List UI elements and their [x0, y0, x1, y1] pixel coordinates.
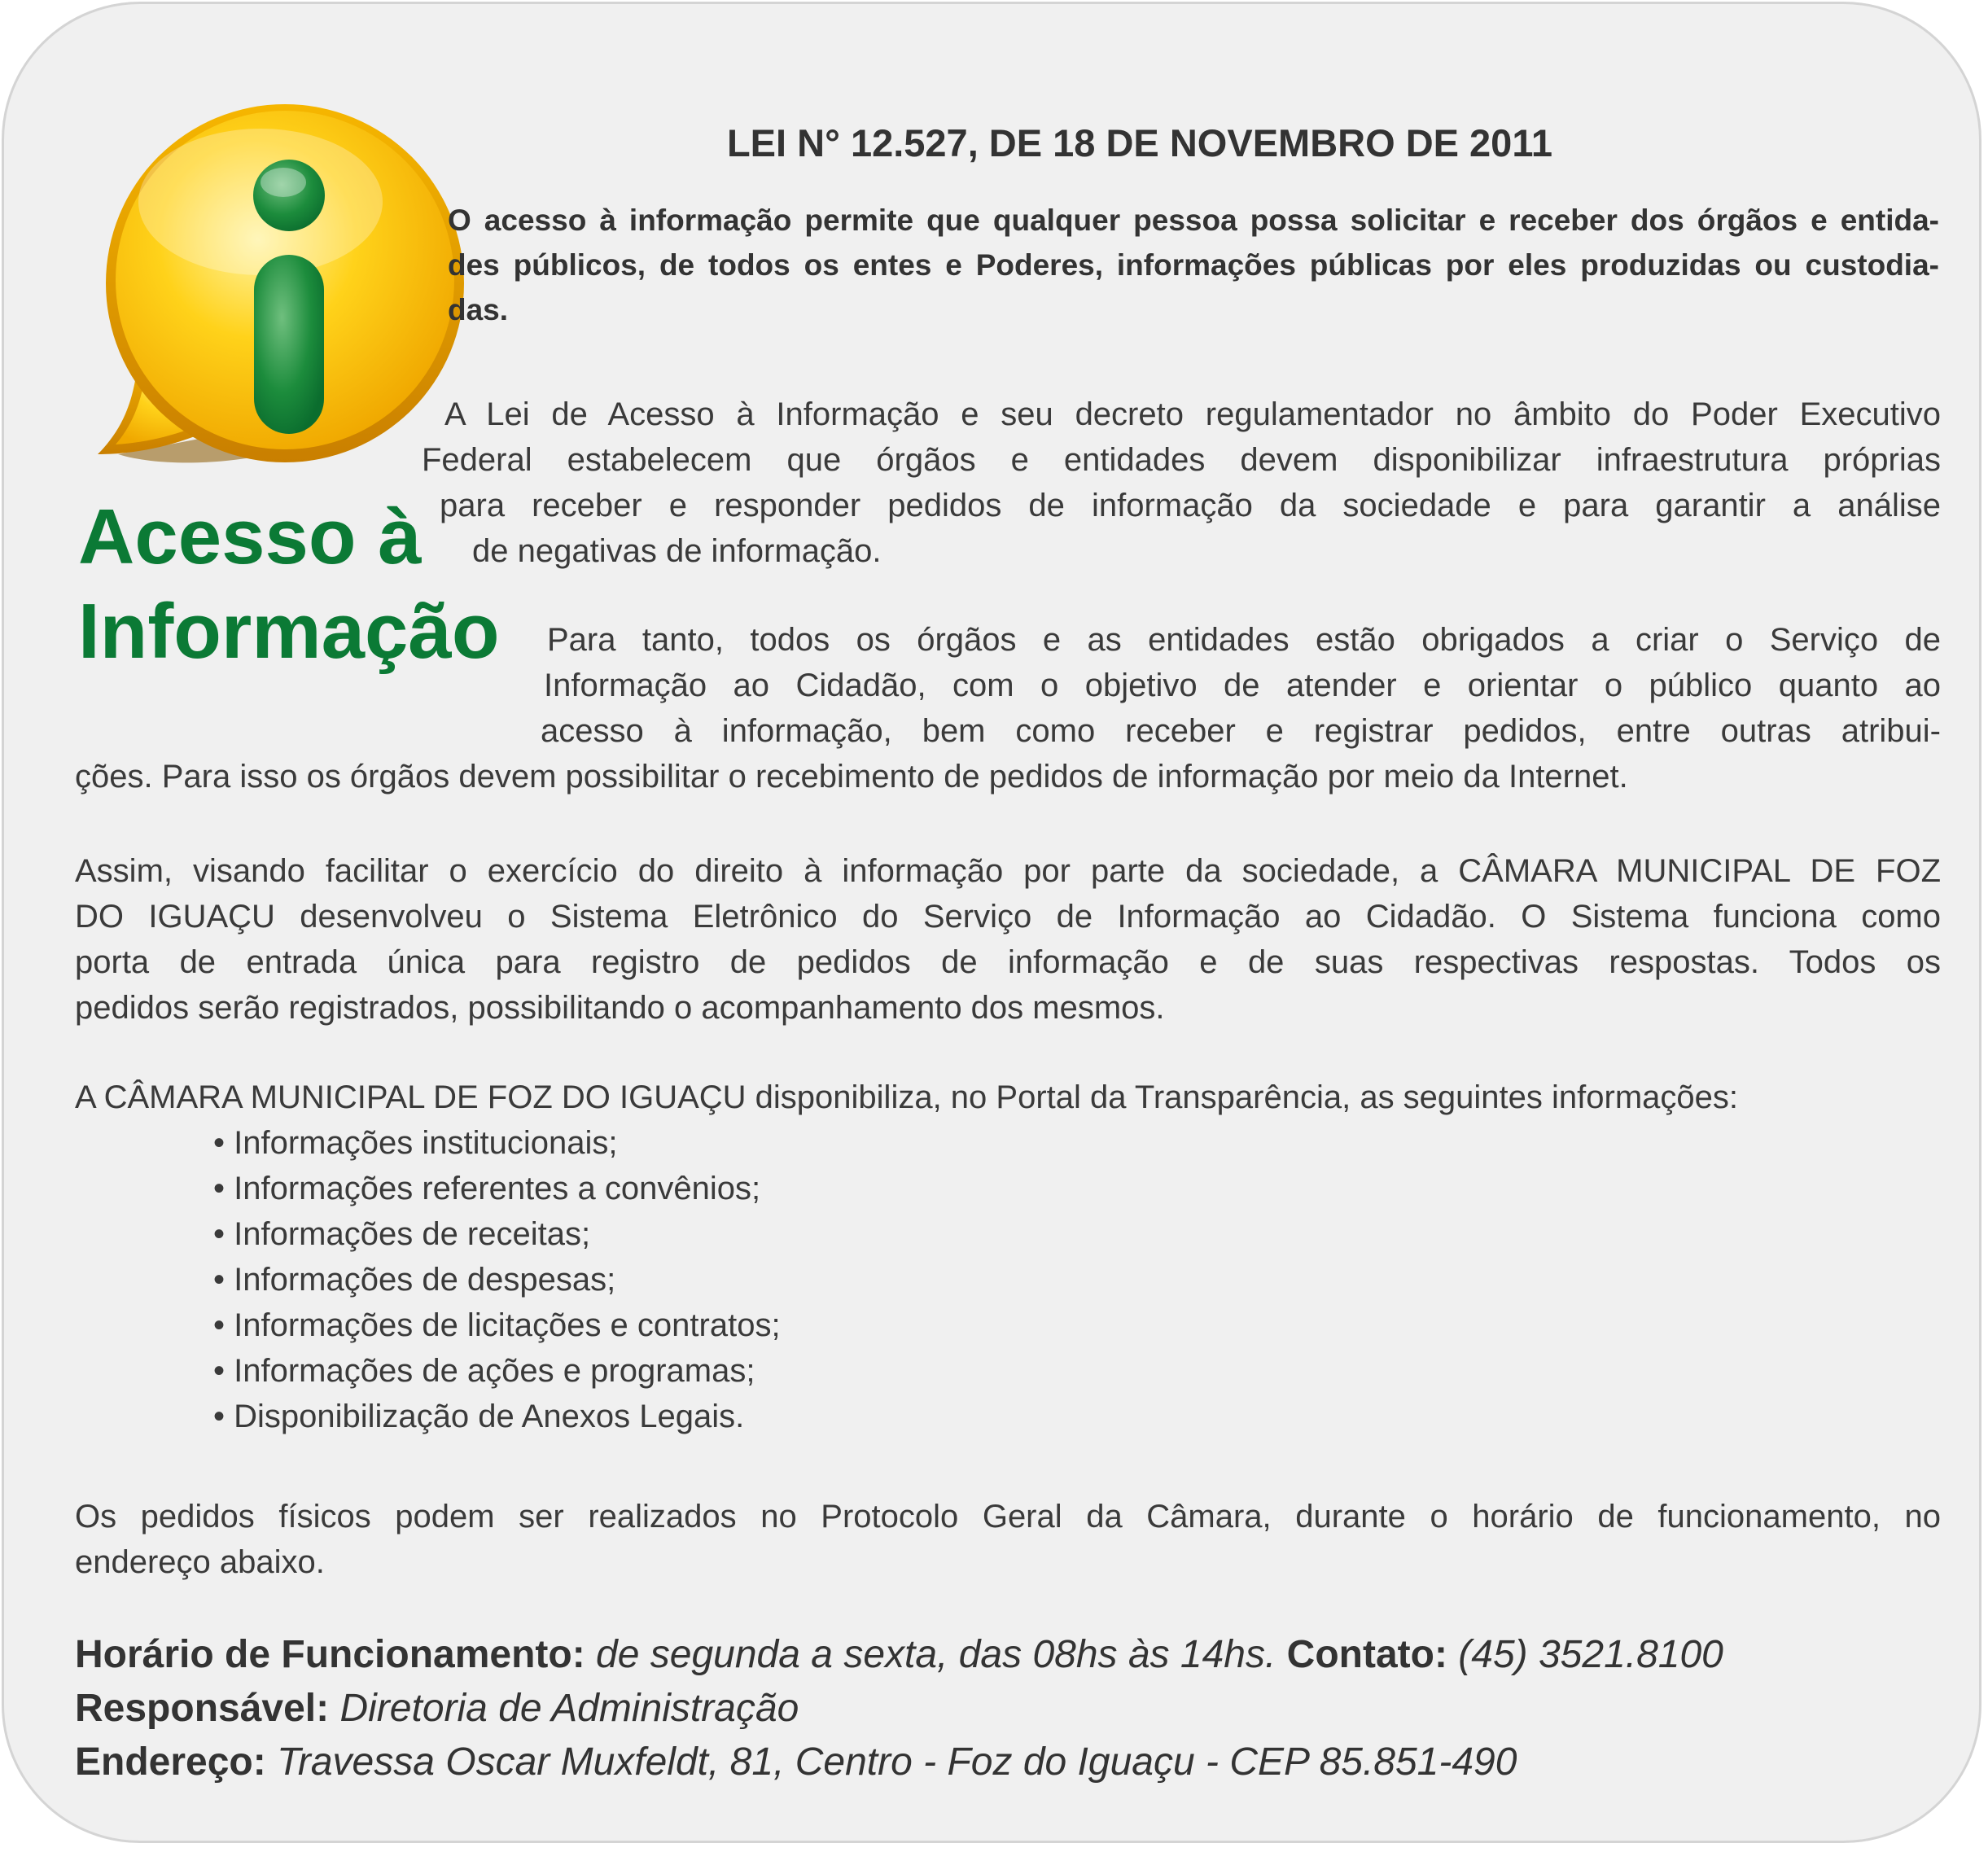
info-speech-bubble-icon [73, 96, 464, 479]
paragraph-line: Federal estabelecem que órgãos e entidades devem disponibilizar infraestrutura próprias [422, 442, 1941, 478]
list-item: • Informações de ações e programas; [213, 1353, 755, 1389]
list-item: • Informações de licitações e contratos; [213, 1307, 781, 1343]
intro-paragraph [448, 198, 1939, 332]
law-title: LEI N° 12.527, DE 18 DE NOVEMBRO DE 2011 [726, 121, 1553, 164]
paragraph-line: endereço abaixo. [75, 1544, 325, 1580]
paragraph-line: Os pedidos físicos podem ser realizados no Protocolo Geral da Câmara, durante o horário de funcionamento, no [75, 1499, 1941, 1535]
intro-line: O acesso à informação permite que qualquer pessoa possa solicitar e receber dos órgãos e entida- [448, 204, 1939, 237]
paragraph-line: A CÂMARA MUNICIPAL DE FOZ DO IGUAÇU disponibiliza, no Portal da Transparência, as seguintes informações: [75, 1079, 1739, 1115]
hours-value: de segunda a sexta, das 08hs às 14hs. [596, 1633, 1276, 1676]
paragraph-line: Informação ao Cidadão, com o objetivo de atender e orientar o público quanto ao [544, 668, 1941, 703]
address-row [75, 1736, 1723, 1789]
contact-info [75, 1628, 1723, 1789]
paragraph-line: pedidos serão registrados, possibilitando o acompanhamento dos mesmos. [75, 990, 1165, 1026]
paragraph-line: porta de entrada única para registro de pedidos de informação e de suas respectivas respostas. Todos os [75, 944, 1941, 980]
contact-label: Contato: [1286, 1633, 1447, 1676]
list-item: • Informações de despesas; [213, 1262, 616, 1298]
intro-line: das. [448, 293, 509, 326]
brand-line-2: Informação [78, 588, 500, 675]
list-item: • Disponibilização de Anexos Legais. [213, 1399, 745, 1434]
contact-value: (45) 3521.8100 [1458, 1633, 1723, 1676]
paragraph-line: Para tanto, todos os órgãos e as entidades estão obrigados a criar o Serviço de [547, 622, 1941, 658]
paragraph-line: Assim, visando facilitar o exercício do direito à informação por parte da sociedade, a CÂMARA MUNICIPAL DE FOZ [75, 853, 1941, 889]
information-list [213, 1120, 781, 1439]
paragraph-line: para receber e responder pedidos de informação da sociedade e para garantir a análise [440, 488, 1941, 523]
brand-line-1: Acesso à [78, 493, 422, 580]
intro-line: des públicos, de todos os entes e Poderes, informações públicas por eles produzidas ou custodia- [448, 248, 1939, 282]
brand-title [78, 490, 499, 679]
hours-row [75, 1628, 1723, 1682]
paragraph-line: de negativas de informação. [472, 533, 882, 569]
paragraph-line: acesso à informação, bem como receber e registrar pedidos, entre outras atribui- [541, 713, 1941, 749]
paragraph-line: A Lei de Acesso à Informação e seu decreto regulamentador no âmbito do Poder Executivo [444, 396, 1941, 432]
list-item: • Informações de receitas; [213, 1216, 591, 1252]
responsible-row [75, 1682, 1723, 1736]
list-item: • Informações referentes a convênios; [213, 1171, 761, 1206]
list-item: • Informações institucionais; [213, 1125, 618, 1161]
address-label: Endereço: [75, 1740, 266, 1784]
address-value: Travessa Oscar Muxfeldt, 81, Centro - Foz do Iguaçu - CEP 85.851-490 [277, 1740, 1517, 1784]
paragraph-line: DO IGUAÇU desenvolveu o Sistema Eletrônico do Serviço de Informação ao Cidadão. O Sistema funciona como [75, 899, 1941, 935]
paragraph-line: ções. Para isso os órgãos devem possibilitar o recebimento de pedidos de informação por meio da Internet. [75, 759, 1628, 795]
hours-label: Horário de Funcionamento: [75, 1633, 585, 1676]
responsible-label: Responsável: [75, 1687, 330, 1730]
responsible-value: Diretoria de Administração [339, 1687, 799, 1730]
